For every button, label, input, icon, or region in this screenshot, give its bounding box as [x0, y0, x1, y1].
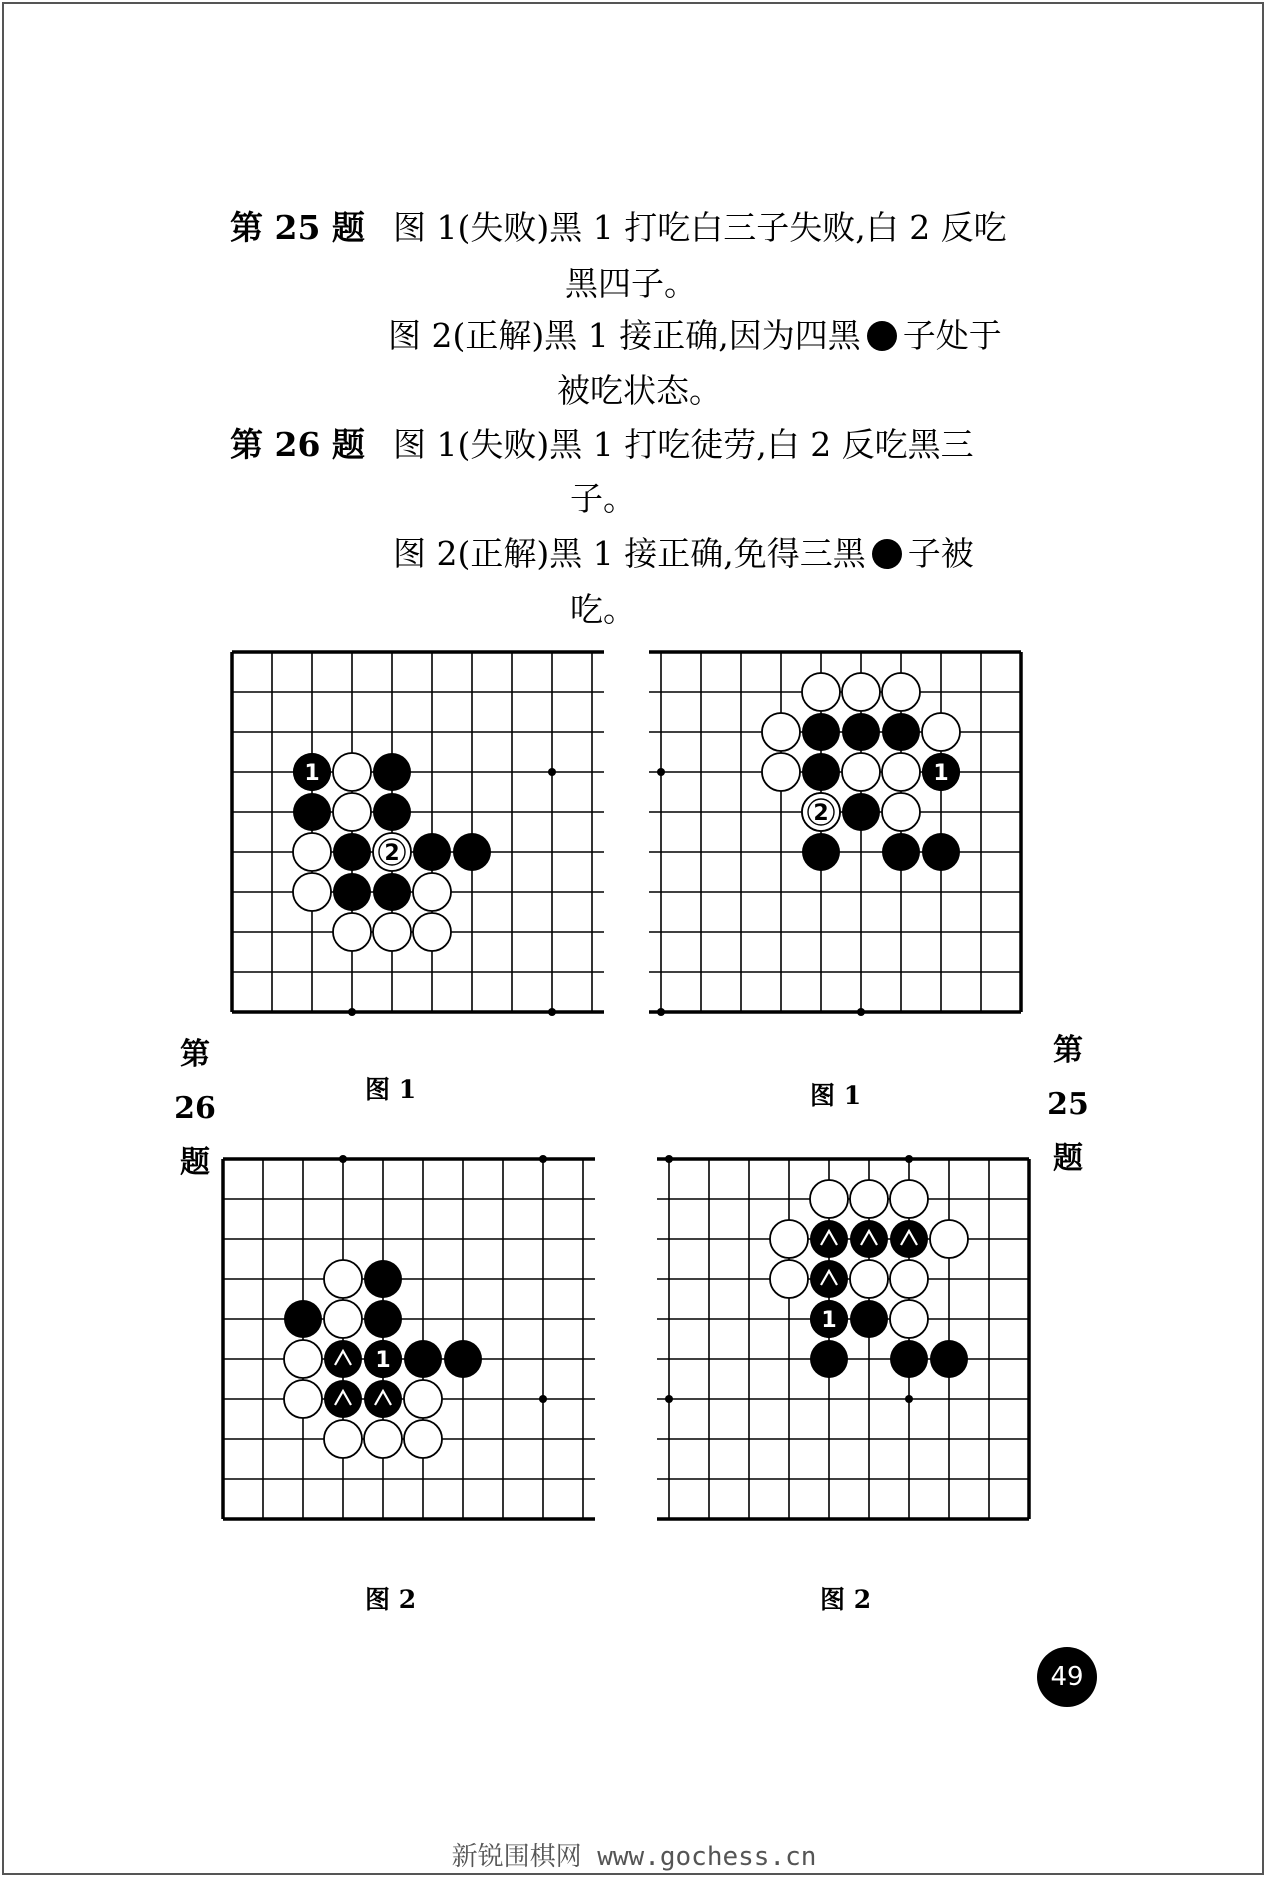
white-stone	[850, 1260, 888, 1298]
black-stone	[333, 873, 371, 911]
black-stone	[444, 1340, 482, 1378]
caption-bottom-right: 图 2	[820, 1585, 872, 1614]
black-stone-icon	[872, 539, 902, 569]
black-stone	[373, 753, 411, 791]
problem-25-fig1-line2: 黑四子。	[565, 264, 697, 303]
white-stone	[364, 1420, 402, 1458]
white-stone	[333, 913, 371, 951]
star-point	[657, 1008, 665, 1016]
white-stone	[930, 1220, 968, 1258]
black-stone	[930, 1340, 968, 1378]
white-stone	[333, 793, 371, 831]
white-stone	[324, 1300, 362, 1338]
problem-26-fig2-text-a: 图 2(正解)黑 1 接正确,免得三黑	[393, 534, 866, 573]
problem-26-heading: 第 26 题	[230, 425, 365, 464]
white-stone	[810, 1180, 848, 1218]
move-number: 1	[304, 761, 320, 786]
white-stone	[882, 753, 920, 791]
white-stone	[890, 1180, 928, 1218]
black-stone	[850, 1220, 888, 1258]
problem-26-fig2-text-b: 子被	[907, 534, 974, 573]
black-stone	[324, 1340, 362, 1378]
black-stone	[284, 1300, 322, 1338]
move-number: 2	[384, 841, 400, 866]
white-stone	[802, 673, 840, 711]
black-stone	[453, 833, 491, 871]
problem-25-fig2-line1	[388, 316, 1002, 356]
problem-25-fig1-line1: 图 1(失败)黑 1 打吃白三子失败,白 2 反吃	[393, 208, 1007, 247]
problem-26-fig2-line2: 吃。	[570, 590, 636, 629]
side-label-left	[170, 1028, 220, 1190]
star-point	[665, 1155, 673, 1163]
star-point	[657, 768, 665, 776]
white-stone	[293, 873, 331, 911]
problem-25-heading: 第 25 题	[230, 208, 365, 247]
move-number: 2	[813, 801, 829, 826]
black-stone	[882, 833, 920, 871]
black-stone	[802, 753, 840, 791]
black-stone	[364, 1380, 402, 1418]
white-stone	[762, 713, 800, 751]
move-number: 1	[933, 761, 949, 786]
black-stone	[842, 793, 880, 831]
white-stone	[413, 873, 451, 911]
caption-bottom-left: 图 2	[365, 1585, 417, 1614]
board-bottom-left	[220, 1153, 618, 1543]
problem-26-fig2-line1	[393, 534, 974, 574]
white-stone	[762, 753, 800, 791]
black-stone	[802, 713, 840, 751]
white-stone	[293, 833, 331, 871]
black-stone	[850, 1300, 888, 1338]
black-stone	[373, 793, 411, 831]
board-bottom-right	[662, 1153, 1060, 1543]
footer-watermark: 新锐围棋网 www.gochess.cn	[451, 1842, 817, 1872]
side-label-right	[1043, 1024, 1093, 1186]
white-stone	[373, 913, 411, 951]
side-label-left-2: 题	[180, 1145, 210, 1180]
black-stone	[810, 1340, 848, 1378]
caption-top-left: 图 1	[365, 1075, 417, 1104]
page-number: 49	[1037, 1647, 1097, 1707]
side-label-left-0: 第	[180, 1037, 210, 1072]
side-label-right-1: 25	[1047, 1087, 1089, 1122]
white-stone	[922, 713, 960, 751]
black-stone	[324, 1380, 362, 1418]
white-stone	[324, 1420, 362, 1458]
black-stone	[413, 833, 451, 871]
side-label-right-0: 第	[1053, 1033, 1083, 1068]
side-label-left-1: 26	[174, 1091, 216, 1126]
caption-top-right: 图 1	[810, 1081, 862, 1110]
black-stone	[922, 833, 960, 871]
white-stone	[284, 1380, 322, 1418]
black-stone	[293, 793, 331, 831]
black-stone	[404, 1340, 442, 1378]
problem-25-fig2-text-a: 图 2(正解)黑 1 接正确,因为四黑	[388, 316, 861, 355]
white-stone	[882, 673, 920, 711]
white-stone	[882, 793, 920, 831]
white-stone	[404, 1420, 442, 1458]
black-stone	[810, 1220, 848, 1258]
black-stone	[882, 713, 920, 751]
move-number: 1	[821, 1308, 837, 1333]
white-stone	[413, 913, 451, 951]
board-top-right	[653, 650, 1051, 1040]
black-stone	[890, 1340, 928, 1378]
star-point	[665, 1395, 673, 1403]
problem-text	[0, 0, 1268, 640]
star-point	[905, 1395, 913, 1403]
black-stone	[890, 1220, 928, 1258]
white-stone	[770, 1220, 808, 1258]
white-stone	[333, 753, 371, 791]
problem-25-fig2-line2: 被吃状态。	[557, 371, 722, 410]
black-stone-icon	[867, 321, 897, 351]
star-point	[539, 1155, 547, 1163]
problem-26-fig1-line1: 图 1(失败)黑 1 打吃徒劳,白 2 反吃黑三	[393, 425, 974, 464]
white-stone	[842, 753, 880, 791]
star-point	[548, 768, 556, 776]
white-stone	[890, 1260, 928, 1298]
side-label-right-2: 题	[1053, 1141, 1083, 1176]
star-point	[339, 1155, 347, 1163]
star-point	[548, 1008, 556, 1016]
problem-25-fig2-text-b: 子处于	[902, 316, 1002, 355]
white-stone	[284, 1340, 322, 1378]
black-stone	[333, 833, 371, 871]
black-stone	[364, 1300, 402, 1338]
white-stone	[324, 1260, 362, 1298]
black-stone	[373, 873, 411, 911]
move-number: 1	[375, 1348, 391, 1373]
star-point	[539, 1395, 547, 1403]
black-stone	[802, 833, 840, 871]
board-top-left	[227, 650, 625, 1040]
black-stone	[364, 1260, 402, 1298]
black-stone	[810, 1260, 848, 1298]
white-stone	[850, 1180, 888, 1218]
white-stone	[842, 673, 880, 711]
star-point	[348, 1008, 356, 1016]
white-stone	[770, 1260, 808, 1298]
star-point	[905, 1155, 913, 1163]
problem-26-fig1-line2: 子。	[570, 479, 636, 518]
star-point	[857, 1008, 865, 1016]
black-stone	[842, 713, 880, 751]
white-stone	[890, 1300, 928, 1338]
white-stone	[404, 1380, 442, 1418]
